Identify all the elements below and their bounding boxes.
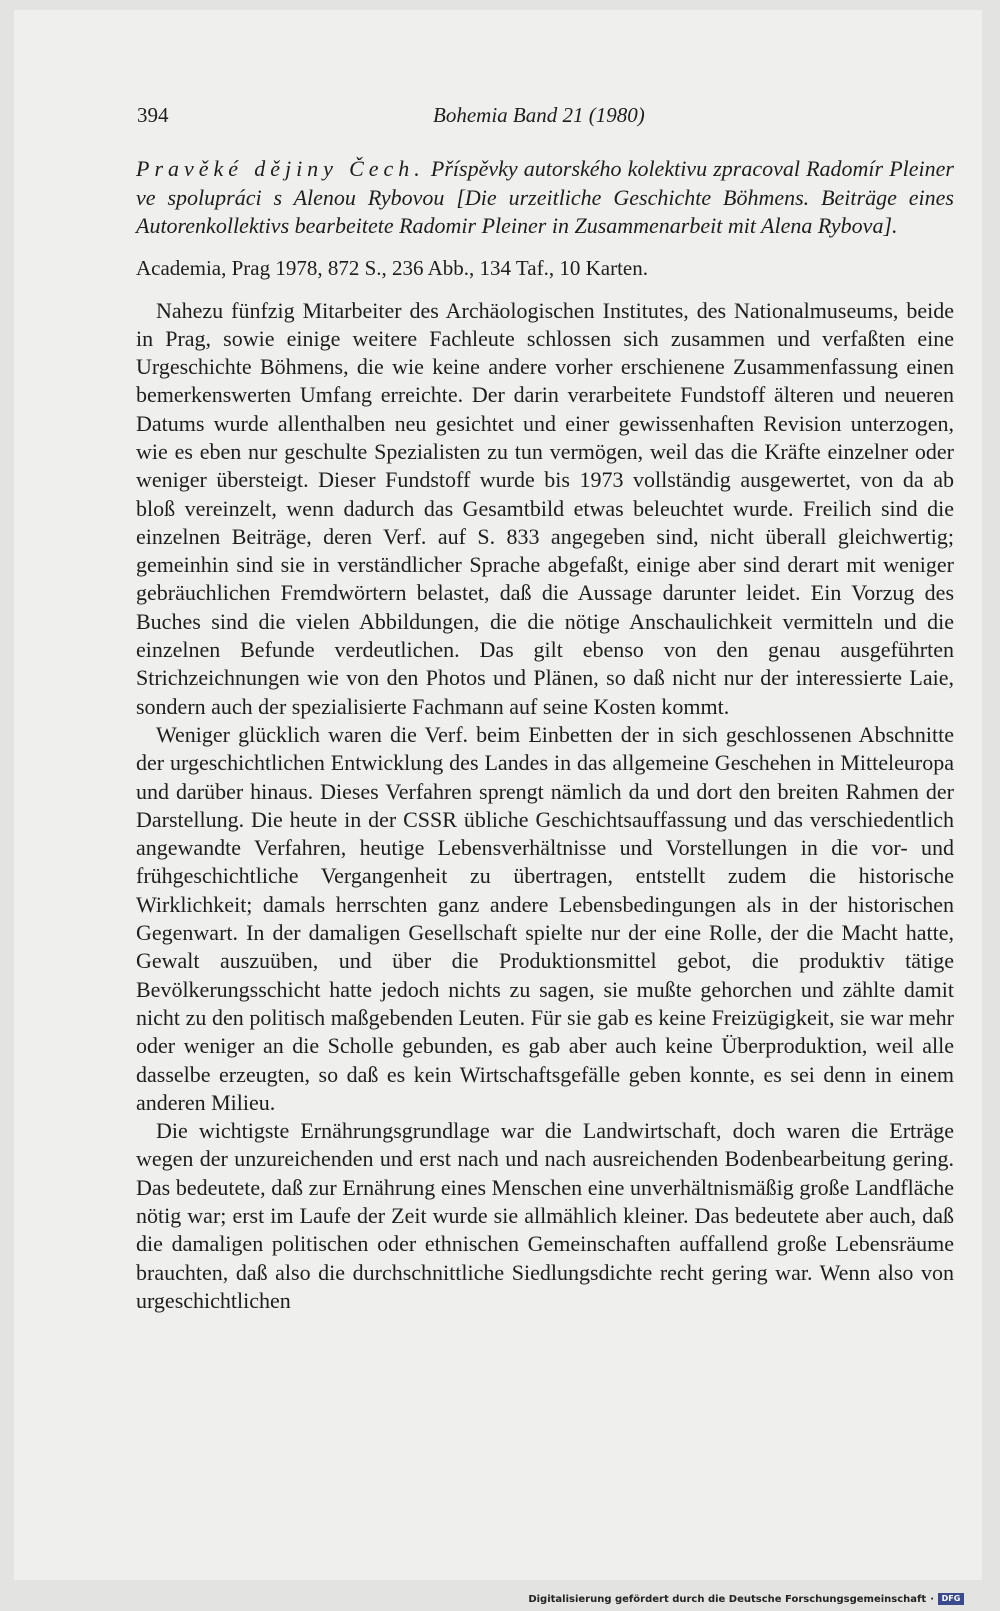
paragraph: Weniger glücklich waren die Verf. beim Einbetten der in sich geschlossenen Abschnitte der urgeschichtlichen Entwicklung des Landes in das allgemeine Geschehen in Mitteleuropa und darüber hinaus. Dieses Verfahren sprengt nämlich da und dort den breiten Rahmen der Darstellung. Die heute in der CSSR übliche Geschichtsauffassung und das verschiedentlich angewandte Verfahren, heutige Lebensverhältnisse und Vorstellungen in die vor- und frühgeschichtliche Vergangenheit zu übertragen, entstellt zudem die historische Wirklichkeit; damals herrschten ganz andere Lebensbedingungen als in der historischen Gegenwart. In der damaligen Gesellschaft spielte nur der eine Rolle, der die Macht hatte, Gewalt auszuüben, und über die Produktionsmittel gebot, die produktiv tätige Bevölkerungsschicht hatte jedoch nichts zu sagen, sie mußte gehorchen und zählte damit nicht zu den politisch maßgebenden Leuten. Für sie gab es keine Freizügigkeit, sie war mehr oder weniger an die Scholle gebunden, es gab aber auch keine Überproduktion, weil alle dasselbe erzeugten, so daß es kein Wirtschaftsgefälle geben konnte, es sei denn in einem anderen Milieu. <box>136 721 954 1115</box>
dfg-logo-icon: DFG <box>938 1593 964 1605</box>
page-number: 394 <box>137 103 169 127</box>
publication-imprint: Academia, Prag 1978, 872 S., 236 Abb., 134 Taf., 10 Karten. <box>136 255 648 280</box>
journal-title: Bohemia Band 21 (1980) <box>433 103 645 127</box>
digitization-credit: Digitalisierung gefördert durch die Deutsche Forschungsgemeinschaft <box>528 1593 927 1605</box>
paragraph: Nahezu fünfzig Mitarbeiter des Archäologischen Institutes, des Nationalmuseums, beide in Prag, sowie einige weitere Fachleute schlossen sich zusammen und verfaßten eine Urgeschichte Böhmens, die wie keine andere vorher erschienene Zusammenfassung einen bemerkenswerten Umfang erreichte. Der darin verarbeitete Fundstoff älteren und neueren Datums wurde allenthalben neu gesichtet und einer gewissenhaften Revision unterzogen, wie es eben nur geschulte Spezialisten zu tun vermögen, weil das die Kräfte einzelner oder weniger übersteigt. Dieser Fundstoff wurde bis 1973 vollständig ausgewertet, von da ab bloß vereinzelt, wenn dadurch das Gesamtbild etwas beleuchtet wurde. Freilich sind die einzelnen Beiträge, deren Verf. auf S. 833 angegeben sind, nicht überall gleichwertig; gemeinhin sind sie in verständlicher Sprache abgefaßt, einige aber sind derart mit weniger gebräuchlichen Fremdwörtern belastet, daß die Aussage darunter leidet. Ein Vorzug des Buches sind die vielen Abbildungen, die die nötige Anschaulichkeit vermitteln und die einzelnen Befunde verdeutlichen. Das gilt ebenso von den genau ausgeführten Strichzeichnungen wie von den Photos und Plänen, so daß nicht nur der interessierte Laie, sondern auch der spezialisierte Fachmann auf seine Kosten kommt. <box>136 297 954 719</box>
review-title <box>136 155 954 241</box>
digitization-footer: Digitalisierung gefördert durch die Deutsche Forschungsgemeinschaft · DFG <box>528 1593 964 1605</box>
book-subtitle: Příspěvky autorského kolektivu zpracoval Radomír Pleiner ve spolupráci s Alenou Rybovou [Die urzeitliche Geschichte Böhmens. Beiträge eines Autorenkollektivs bearbeitete Radomir Pleiner in Zusammenarbeit mit Alena Rybova]. <box>136 156 954 238</box>
paragraph: Die wichtigste Ernährungsgrundlage war die Landwirtschaft, doch waren die Erträge wegen der unzureichenden und erst nach und nach ausreichenden Bodenbearbeitung gering. Das bedeutete, daß zur Ernährung eines Menschen eine unverhältnismäßig große Landfläche nötig war; erst im Laufe der Zeit wurde sie allmählich kleiner. Das bedeutete aber auch, daß die damaligen politischen oder ethnischen Gemeinschaften auffallend große Lebensräume brauchten, daß also die durchschnittliche Siedlungsdichte recht gering war. Wenn also von urgeschichtlichen <box>136 1118 954 1313</box>
book-title: Pravěké dějiny Čech. <box>136 156 425 181</box>
running-header <box>137 103 955 133</box>
article-body <box>136 155 954 1315</box>
